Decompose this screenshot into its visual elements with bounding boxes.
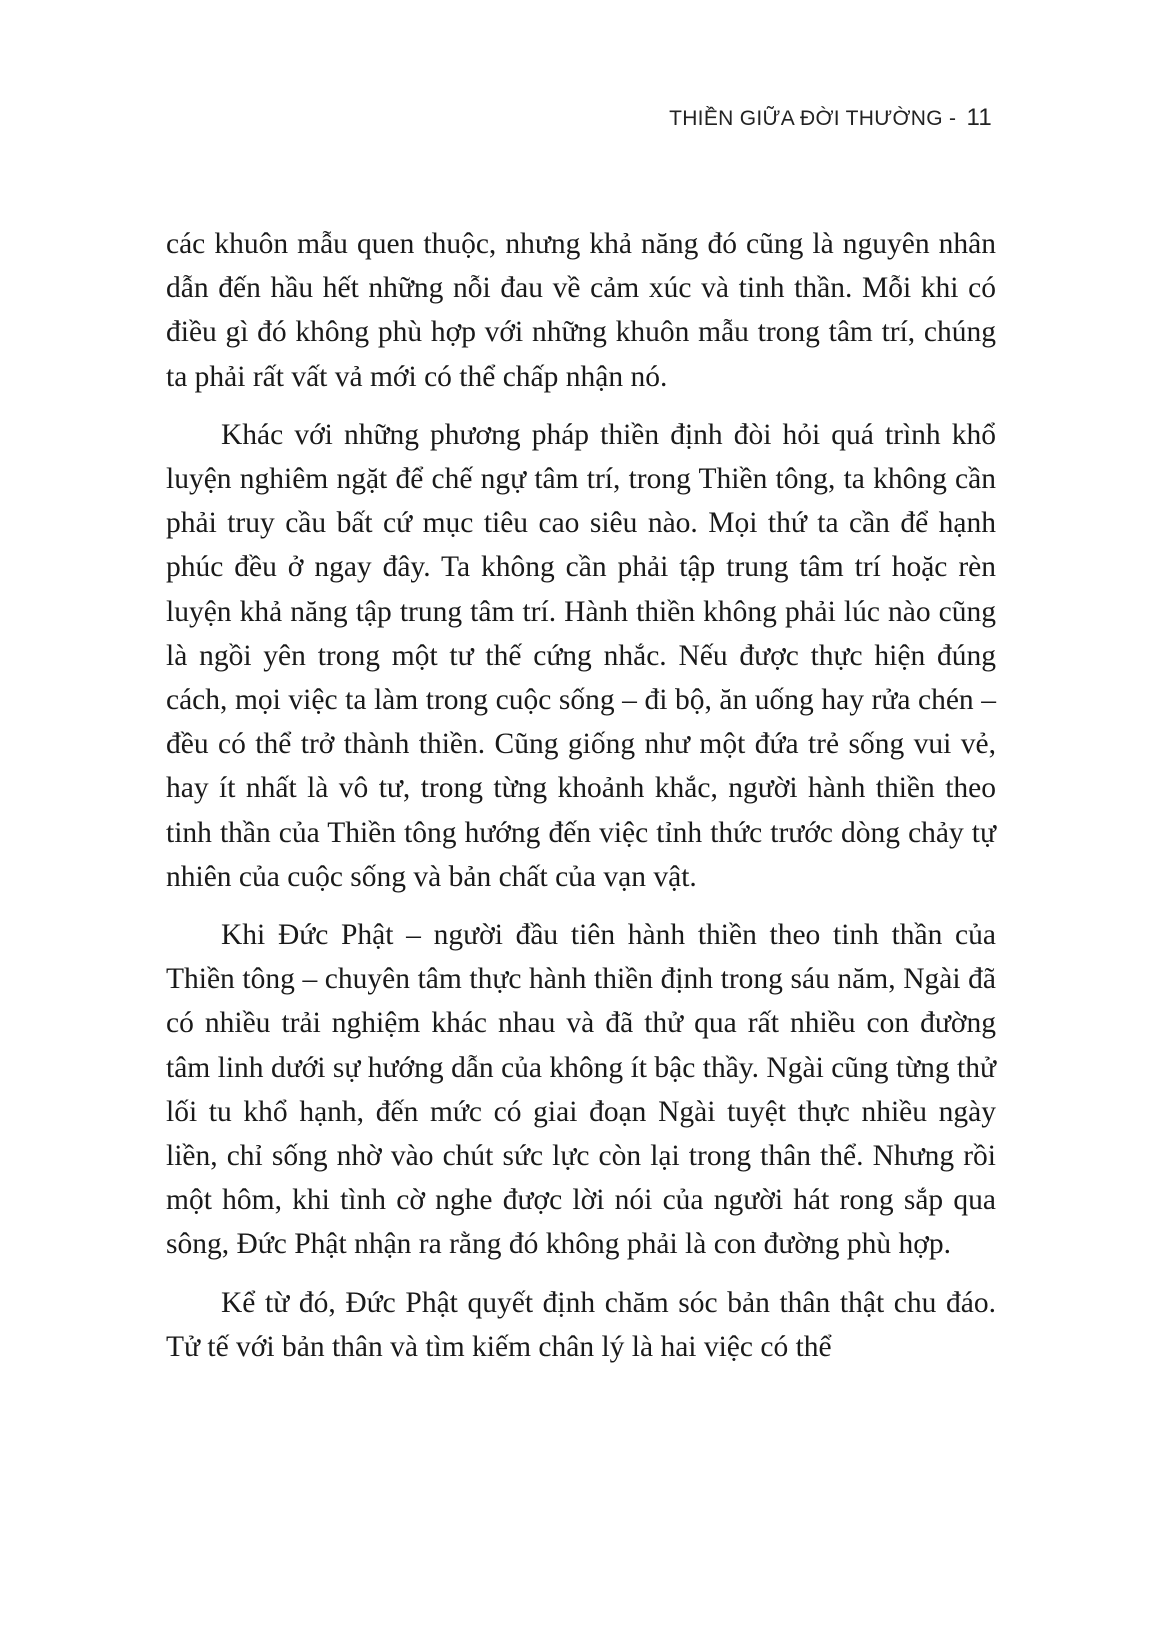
- page-number: 11: [966, 104, 992, 131]
- book-title: THIỀN GIỮA ĐỜI THƯỜNG -: [669, 107, 957, 130]
- running-header: [669, 104, 992, 132]
- paragraph-2: Khác với những phương pháp thiền định đòi hỏi quá trình khổ luyện nghiêm ngặt để chế ngự tâm trí, trong Thiền tông, ta không cần phải truy cầu bất cứ mục tiêu cao siêu nào. Mọi thứ ta cần để hạnh phúc đều ở ngay đây. Ta không cần phải tập trung tâm trí hoặc rèn luyện khả năng tập trung tâm trí. Hành thiền không phải lúc nào cũng là ngồi yên trong một tư thế cứng nhắc. Nếu được thực hiện đúng cách, mọi việc ta làm trong cuộc sống – đi bộ, ăn uống hay rửa chén – đều có thể trở thành thiền. Cũng giống như một đứa trẻ sống vui vẻ, hay ít nhất là vô tư, trong từng khoảnh khắc, người hành thiền theo tinh thần của Thiền tông hướng đến việc tỉnh thức trước dòng chảy tự nhiên của cuộc sống và bản chất của vạn vật.: [166, 418, 996, 893]
- paragraph-1: các khuôn mẫu quen thuộc, nhưng khả năng đó cũng là nguyên nhân dẫn đến hầu hết những nỗi đau về cảm xúc và tinh thần. Mỗi khi có điều gì đó không phù hợp với những khuôn mẫu trong tâm trí, chúng ta phải rất vất vả mới có thể chấp nhận nó.: [166, 228, 996, 393]
- body-text: [166, 222, 996, 1369]
- paragraph-4: Kể từ đó, Đức Phật quyết định chăm sóc bản thân thật chu đáo. Tử tế với bản thân và tìm kiếm chân lý là hai việc có thể: [166, 1286, 996, 1363]
- paragraph-3: Khi Đức Phật – người đầu tiên hành thiền theo tinh thần của Thiền tông – chuyên tâm thực hành thiền định trong sáu năm, Ngài đã có nhiều trải nghiệm khác nhau và đã thử qua rất nhiều con đường tâm linh dưới sự hướng dẫn của không ít bậc thầy. Ngài cũng từng thử lối tu khổ hạnh, đến mức có giai đoạn Ngài tuyệt thực nhiều ngày liền, chỉ sống nhờ vào chút sức lực còn lại trong thân thể. Nhưng rồi một hôm, khi tình cờ nghe được lời nói của người hát rong sắp qua sông, Đức Phật nhận ra rằng đó không phải là con đường phù hợp.: [166, 919, 996, 1261]
